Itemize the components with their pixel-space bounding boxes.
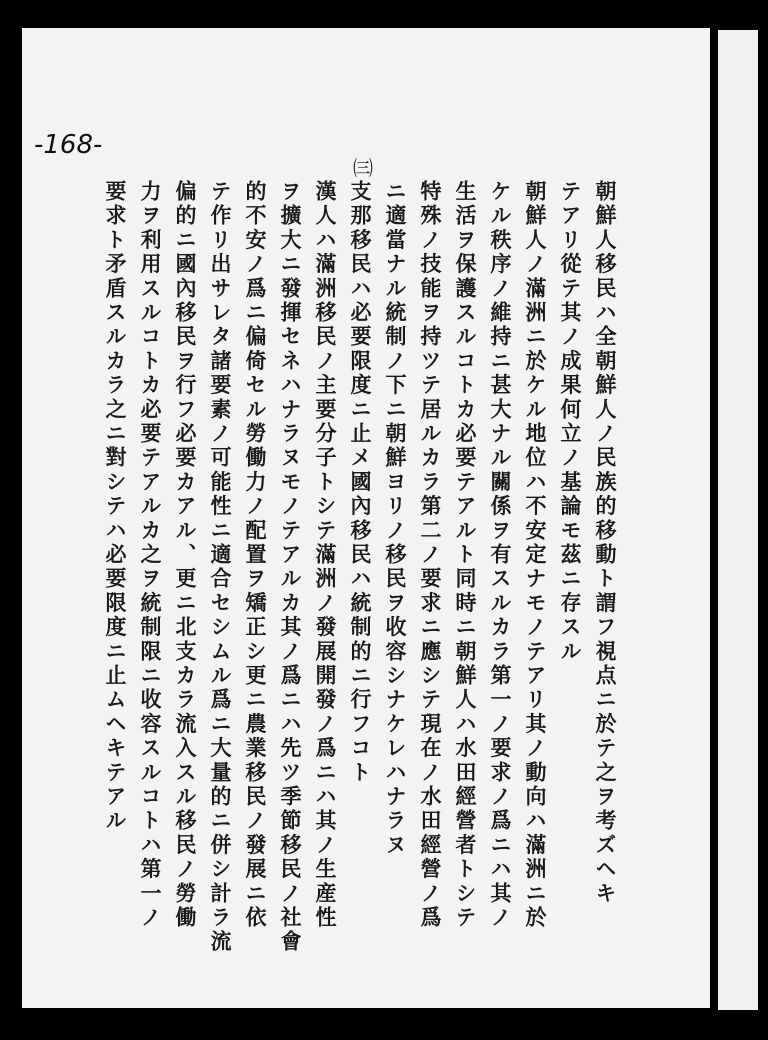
adjacent-page-edge [718, 30, 758, 1010]
text-column: ニ適當ナル統制ノ下ニ朝鮮ヨリノ移民ヲ收容シナケレハナラヌ [383, 180, 408, 858]
text-column: テアリ從テ其ノ成果何立ノ基論モ茲ニ存スル [558, 180, 583, 664]
text-column: テ作リ出サレタ諸要素ノ可能性ニ適合セシムル爲ニ大量的ニ併シ計ラ流 [208, 180, 233, 955]
text-column: 特殊ノ技能ヲ持ツテ居ルカラ第二ノ要求ニ應シテ現在ノ水田經營ノ爲 [418, 180, 443, 931]
text-column: ヲ擴大ニ發揮セネハナラヌモノテアルカ其ノ爲ニハ先ツ季節移民ノ社會 [278, 180, 303, 955]
text-column: 的不安ノ爲ニ偏倚セル勞働力ノ配置ヲ矯正シ更ニ農業移民ノ發展ニ依 [243, 180, 268, 931]
text-column: 要求ト矛盾スルカラ之ニ對シテハ必要限度ニ止ムヘキテアル [103, 180, 128, 834]
text-column: ケル秩序ノ維持ニ甚大ナル關係ヲ有スルカラ第一ノ要求ノ爲ニハ其ノ [488, 180, 513, 931]
text-column: 漢人ハ滿洲移民ノ主要分子トシテ滿洲ノ發展開發ノ爲ニハ其ノ生産性 [313, 180, 338, 931]
text-column: 力ヲ利用スルコトカ必要テアルカ之ヲ統制限ニ收容スルコトハ第一ノ [138, 180, 163, 931]
text-column: 支那移民ハ必要限度ニ止メ國內移民ハ統制的ニ行フコト [348, 180, 373, 785]
text-column: 生活ヲ保護スルコトカ必要テアルト同時ニ朝鮮人ハ水田經營者トシテ [453, 180, 478, 931]
text-column: 偏的ニ國內移民ヲ行フ必要カアル、更ニ北支カラ流入スル移民ノ勞働 [173, 180, 198, 931]
section-mark: ㈢ [353, 156, 373, 180]
page-number: -168- [34, 130, 103, 160]
text-column: 朝鮮人移民ハ全朝鮮人ノ民族的移動ト謂フ視点ニ於テ之ヲ考ズヘキ [593, 180, 618, 906]
text-column: 朝鮮人ノ滿洲ニ於ケル地位ハ不安定ナモノテアリ其ノ動向ハ滿洲ニ於 [523, 180, 548, 931]
